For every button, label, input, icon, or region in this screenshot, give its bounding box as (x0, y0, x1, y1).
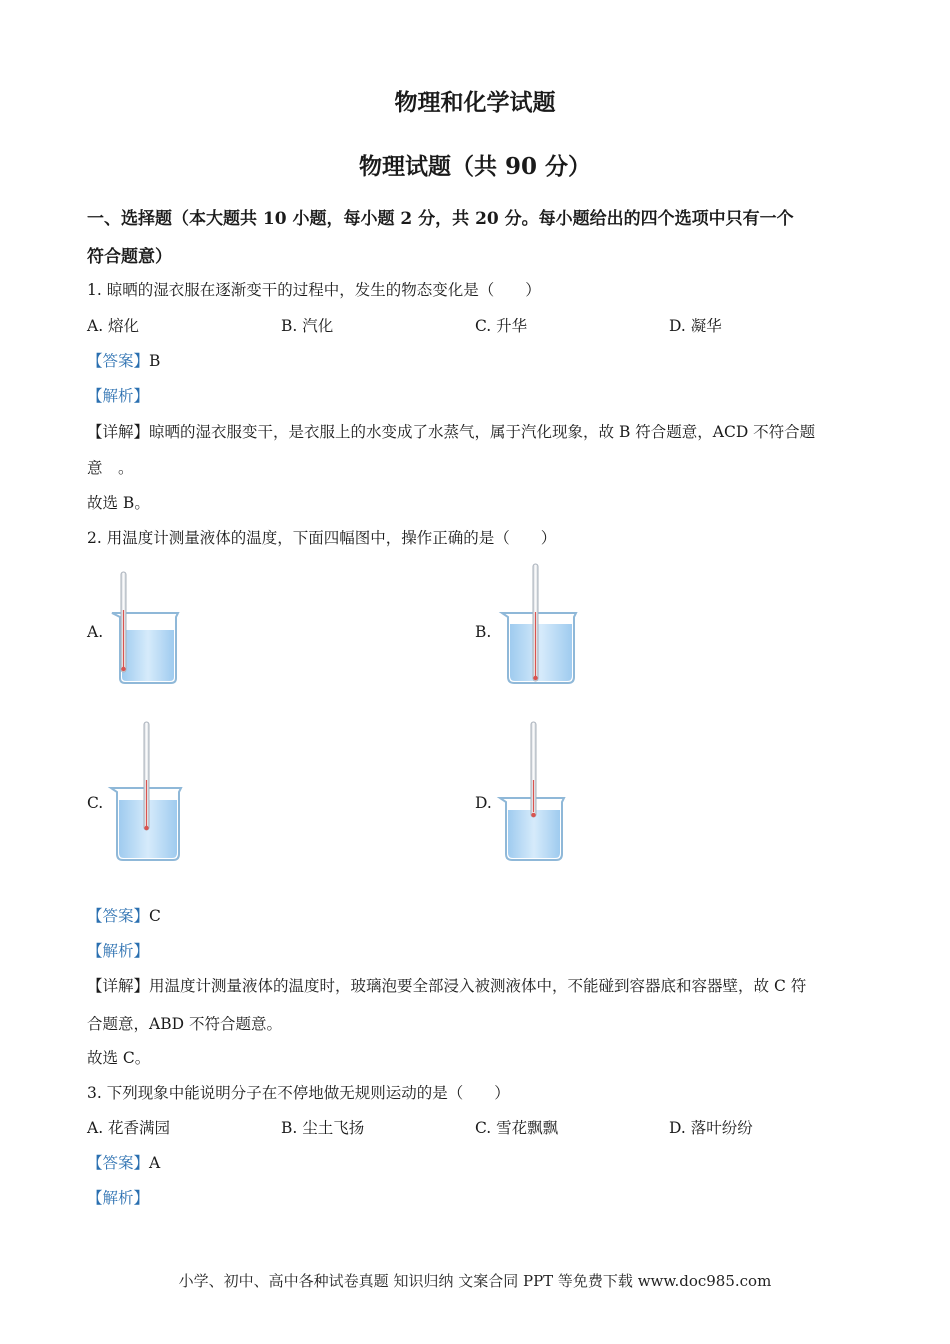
q2-option-c-label: C. (87, 794, 104, 812)
q2-detail-text: 用温度计测量液体的温度时，玻璃泡要全部浸入被测液体中，不能碰到容器底和容器壁，故 C 符 (149, 977, 807, 995)
q1-detail-line2: 意 。 (87, 459, 134, 477)
q2-conclusion: 故选 C。 (87, 1049, 151, 1067)
analysis-tag: 【解析】 (87, 387, 150, 405)
answer-tag: 【答案】 (87, 352, 150, 370)
analysis-tag: 【解析】 (87, 942, 150, 960)
section-heading-line1: 一、选择题（本大题共 10 小题，每小题 2 分，共 20 分。每小题给出的四个选项中只有一个 (87, 209, 794, 229)
document-title: 物理和化学试题 (394, 89, 556, 116)
q2-option-d-label: D. (475, 794, 492, 812)
q2-option-b-label: B. (475, 623, 492, 641)
analysis-tag: 【解析】 (87, 1189, 150, 1207)
q3-option-a: A. 花香满园 (87, 1119, 171, 1137)
q2-option-a-label: A. (87, 623, 104, 641)
q2-stem: 2. 用温度计测量液体的温度，下面四幅图中，操作正确的是（ ） (87, 529, 557, 547)
q3-option-c: C. 雪花飘飘 (475, 1119, 559, 1137)
q1-stem: 1. 晾晒的湿衣服在逐渐变干的过程中，发生的物态变化是（ ） (87, 281, 541, 299)
q3-answer-value: A (149, 1154, 161, 1172)
section-heading-line2: 符合题意） (87, 247, 172, 267)
answer-tag: 【答案】 (87, 907, 150, 925)
page-footer: 小学、初中、高中各种试卷真题 知识归纳 文案合同 PPT 等免费下载 www.doc985.com (178, 1272, 772, 1290)
beaker-thermometer-c-icon (109, 720, 185, 864)
beaker-thermometer-d-icon (498, 720, 568, 864)
physics-subtitle: 物理试题（共 90 分） (358, 153, 592, 180)
q2-answer (87, 904, 161, 926)
answer-tag: 【答案】 (87, 1154, 150, 1172)
q1-detail-line1 (87, 420, 815, 442)
q1-answer-value: B (149, 352, 161, 370)
q2-answer-value: C (149, 907, 161, 925)
q1-analysis (87, 384, 149, 406)
q1-option-c: C. 升华 (475, 317, 528, 335)
q1-option-d: D. 凝华 (669, 317, 722, 335)
q3-option-b: B. 尘土飞扬 (281, 1119, 365, 1137)
q3-stem: 3. 下列现象中能说明分子在不停地做无规则运动的是（ ） (87, 1084, 510, 1102)
q1-option-b: B. 汽化 (281, 317, 334, 335)
q2-detail-line2: 合题意，ABD 不符合题意。 (87, 1015, 282, 1033)
q1-conclusion: 故选 B。 (87, 494, 150, 512)
detail-tag: 【详解】 (87, 423, 150, 441)
beaker-thermometer-b-icon (500, 562, 580, 686)
q1-answer (87, 349, 160, 371)
q2-detail-line1 (87, 974, 806, 996)
q3-analysis (87, 1186, 149, 1208)
q3-option-d: D. 落叶纷纷 (669, 1119, 753, 1137)
q1-option-a: A. 熔化 (87, 317, 140, 335)
detail-tag: 【详解】 (87, 977, 150, 995)
q1-detail-text: 晾晒的湿衣服变干，是衣服上的水变成了水蒸气，属于汽化现象，故 B 符合题意，ACD 不符合题 (149, 423, 816, 441)
beaker-thermometer-a-icon (110, 570, 182, 686)
q3-answer (87, 1151, 160, 1173)
q2-analysis (87, 939, 149, 961)
